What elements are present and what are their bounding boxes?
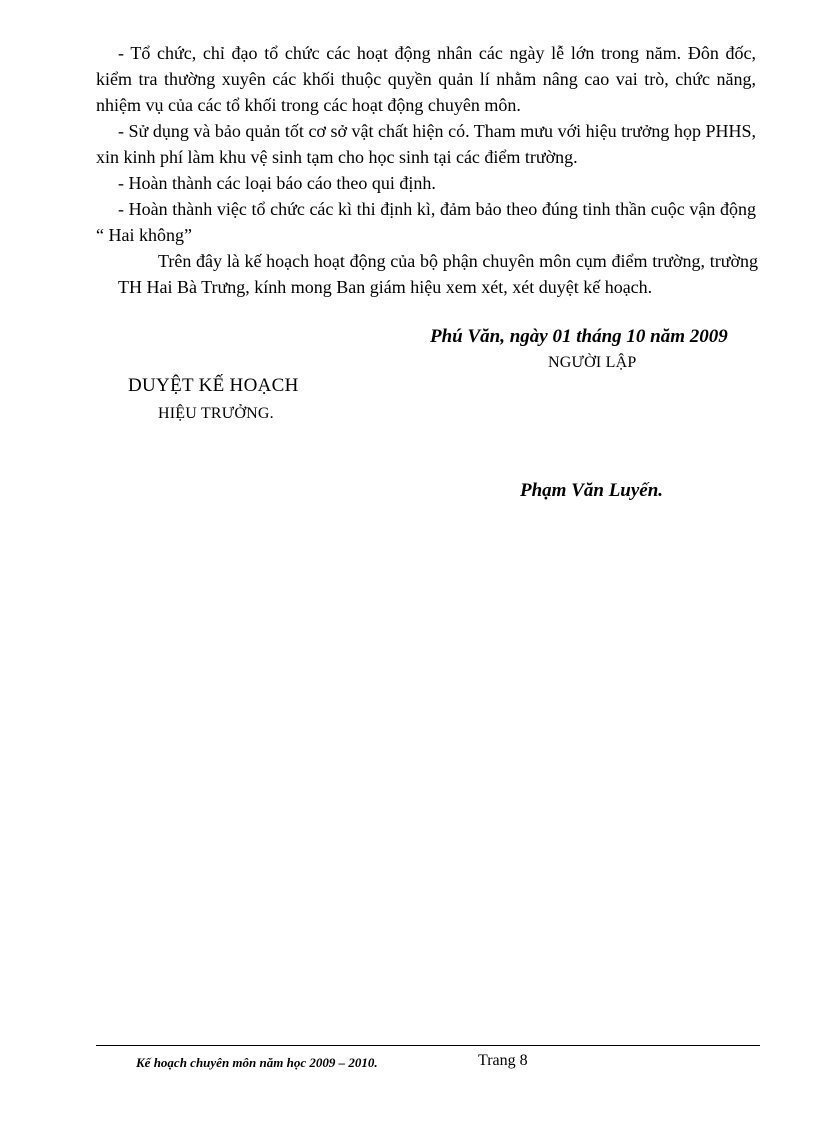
date-place-line: Phú Văn, ngày 01 tháng 10 năm 2009 [430, 326, 728, 347]
principal-label: HIỆU TRƯỞNG. [158, 405, 274, 422]
approval-heading: DUYỆT KẾ HOẠCH [128, 375, 299, 396]
paragraph-exams: - Hoàn thành việc tổ chức các kì thi định kì, đảm bảo theo đúng tinh thần cuộc vận động “ Hai không” [96, 199, 756, 245]
footer-page-number: Trang 8 [478, 1052, 528, 1069]
footer-document-title: Kế hoạch chuyên môn năm học 2009 – 2010. [136, 1055, 378, 1070]
signer-name: Phạm Văn Luyến. [520, 480, 664, 501]
paragraph-facilities: - Sử dụng và bảo quản tốt cơ sở vật chất hiện có. Tham mưu với hiệu trưởng họp PHHS, xin kinh phí làm khu vệ sinh tạm cho học sinh tại các điểm trường. [96, 121, 756, 167]
paragraph-organize-events: - Tổ chức, chỉ đạo tổ chức các hoạt động nhân các ngày lễ lớn trong năm. Đôn đốc, kiểm tra thường xuyên các khối thuộc quyền quản lí nhằm nâng cao vai trò, chức năng, nhiệm vụ của các tổ khối trong các hoạt động chuyên môn. [96, 43, 756, 115]
footer-divider [96, 1045, 760, 1046]
creator-label: NGƯỜI LẬP [548, 354, 637, 371]
closing-paragraph: Trên đây là kế hoạch hoạt động của bộ phận chuyên môn cụm điểm trường, trường TH Hai Bà Trưng, kính mong Ban giám hiệu xem xét, xét duyệt kế hoạch. [118, 251, 758, 297]
paragraph-reports: - Hoàn thành các loại báo cáo theo qui định. [118, 173, 436, 193]
